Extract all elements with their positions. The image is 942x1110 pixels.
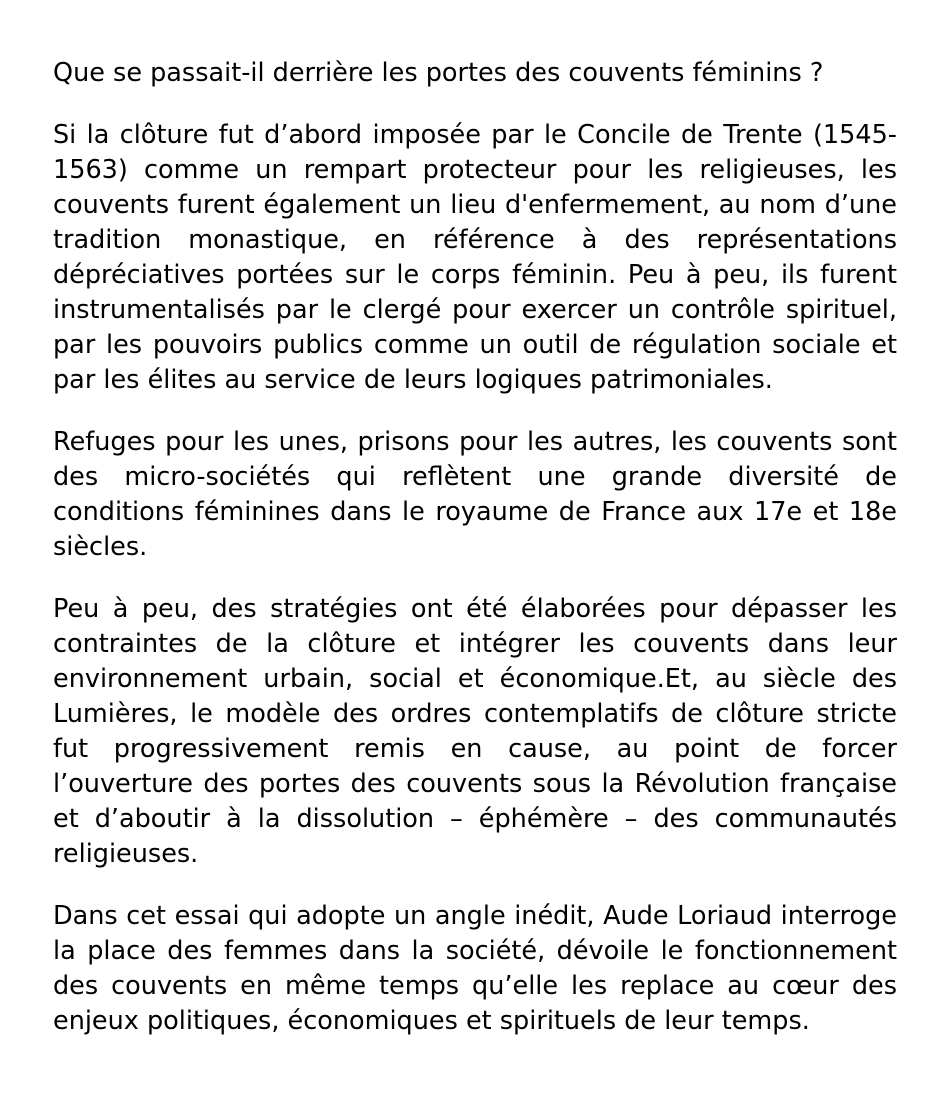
document-question-heading: Que se passait-il derrière les portes des couvents féminins ? (53, 58, 824, 88)
document-body (53, 56, 897, 1039)
paragraph-cloture: Si la clôture fut d’abord imposée par le Concile de Trente (1545-1563) comme un rempart protecteur pour les religieuses, les couvents furent également un lieu d'enfermement, au nom d’une tradition monastique, en référence à des représentations dépréciatives portées sur le corps féminin. Peu à peu, ils furent instrumentalisés par le clergé pour exercer un contrôle spirituel, par les pouvoirs publics comme un outil de régulation sociale et par les élites au service de leurs logiques patrimoniales. (53, 120, 897, 395)
paragraph-strategies: Peu à peu, des stratégies ont été élaborées pour dépasser les contraintes de la clôture et intégrer les couvents dans leur environnement urbain, social et économique.Et, au siècle des Lumières, le modèle des ordres contemplatifs de clôture stricte fut progressivement remis en cause, au point de forcer l’ouverture des portes des couvents sous la Révolution française et d’aboutir à la dissolution – éphémère – des communautés religieuses. (53, 594, 897, 869)
paragraph-refuges: Refuges pour les unes, prisons pour les autres, les couvents sont des micro-sociétés qui reflètent une grande diversité de conditions féminines dans le royaume de France aux 17e et 18e siècles. (53, 427, 897, 562)
paragraph-essai: Dans cet essai qui adopte un angle inédit, Aude Loriaud interroge la place des femmes dans la société, dévoile le fonctionnement des couvents en même temps qu’elle les replace au cœur des enjeux politiques, économiques et spirituels de leur temps. (53, 901, 897, 1036)
